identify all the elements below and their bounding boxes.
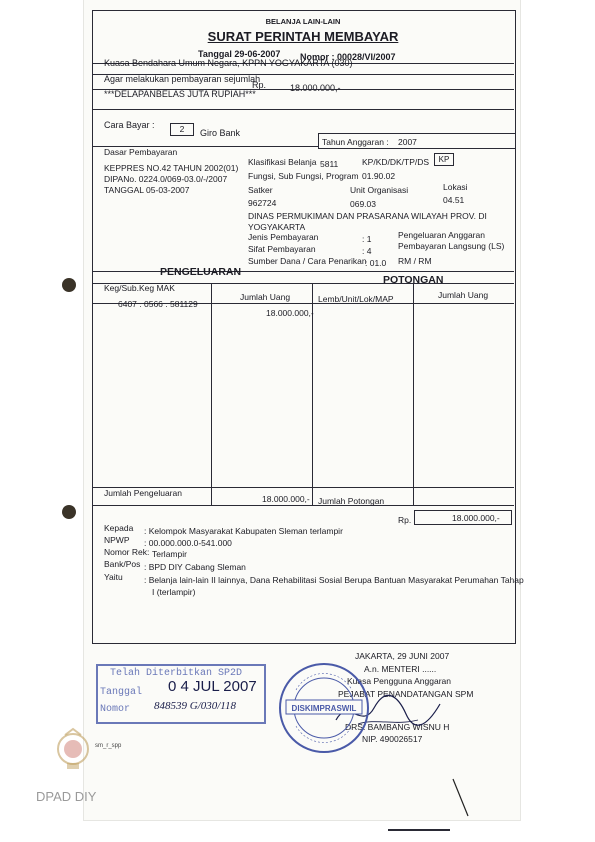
- sign-nip: NIP. 490026517: [362, 734, 423, 744]
- kepada-label: Kepada: [104, 523, 134, 533]
- header-date: Tanggal 29-06-2007: [198, 49, 281, 59]
- dpad-logo-icon: [53, 727, 93, 775]
- satker-label: Satker: [248, 185, 273, 195]
- col-jumlah: Jumlah Uang: [240, 292, 291, 302]
- dasar-line1: KEPPRES NO.42 TAHUN 2002(01): [104, 163, 239, 173]
- dinas-line2: YOGYAKARTA: [248, 222, 306, 232]
- sumber-text: RM / RM: [398, 256, 432, 266]
- tahun-anggaran-value: 2007: [398, 137, 417, 147]
- row-amount: 18.000.000,-: [266, 308, 314, 318]
- sifat-label: Sifat Pembayaran: [248, 244, 316, 254]
- unit-value: 069.03: [350, 199, 376, 209]
- intro-line1: Kuasa Bendahara Umum Negara, KPPN YOGYAKARTA (030): [104, 58, 353, 68]
- page-title: SURAT PERINTAH MEMBAYAR: [207, 29, 399, 44]
- binder-hole-top: [62, 278, 76, 292]
- binder-hole-bottom: [62, 505, 76, 519]
- dinas-line1: DINAS PERMUKIMAN DAN PRASARANA WILAYAH PROV. DI: [248, 211, 487, 221]
- total-pot-label: Jumlah Potongan: [318, 496, 385, 506]
- divider: [92, 271, 514, 272]
- sumber-code: : 01.0: [365, 258, 387, 268]
- satker-value: 962724: [248, 198, 277, 208]
- kp-label: KP/KD/DK/TP/DS: [362, 157, 430, 167]
- pengeluaran-title: PENGELUARAN: [160, 266, 242, 278]
- kp-value: KP: [434, 153, 454, 166]
- bottom-rule: [388, 829, 450, 831]
- sp2d-line1: Telah Diterbitkan SP2D: [110, 668, 243, 679]
- lokasi-value: 04.51: [443, 195, 465, 205]
- sp2d-nomor-value: 848539 G/030/118: [154, 700, 236, 712]
- cara-bayar-value: 2: [170, 123, 194, 136]
- npwp-value: : 00.000.000.0-541.000: [144, 538, 232, 548]
- yaitu-value2: I (terlampir): [152, 587, 196, 597]
- intro-words: ***DELAPANBELAS JUTA RUPIAH***: [104, 89, 256, 99]
- sifat-code: : 4: [362, 246, 372, 256]
- rek-label: Nomor Rek:: [104, 547, 150, 557]
- rek-value: Terlampir: [152, 549, 187, 559]
- jenis-code: : 1: [362, 234, 372, 244]
- sifat-text: Pembayaran Langsung (LS): [398, 241, 505, 251]
- svg-text:DISKIMPRASWIL: DISKIMPRASWIL: [291, 704, 357, 713]
- jenis-label: Jenis Pembayaran: [248, 232, 319, 242]
- intro-line2-label: Agar melakukan pembayaran sejumlah: [104, 74, 261, 84]
- sign-an: A.n. MENTERI ......: [364, 664, 437, 674]
- footer-code: sm_r_spp: [95, 743, 122, 749]
- official-seal-icon: [276, 660, 372, 756]
- intro-currency: Rp.: [252, 80, 267, 90]
- sign-place-date: JAKARTA, 29 JUNI 2007: [355, 651, 450, 661]
- header-category: BELANJA LAIN-LAIN: [265, 17, 341, 26]
- sp2d-tanggal-label: Tanggal: [100, 687, 143, 698]
- sign-kuasa: Kuasa Pengguna Anggaran: [347, 676, 451, 686]
- col-jumlah2: Jumlah Uang: [438, 290, 489, 300]
- rp-label: Rp.: [398, 515, 412, 525]
- header-number: Nomor : 00028/VI/2007: [300, 52, 396, 62]
- rp-value: 18.000.000,-: [452, 513, 500, 523]
- yaitu-value: : Belanja lain-lain II lainnya, Dana Rehabilitasi Sosial Berupa Bantuan Masyarakat Perumahan Tahap: [144, 575, 524, 585]
- bank-label: Bank/Pos: [104, 559, 141, 569]
- yaitu-label: Yaitu: [104, 572, 123, 582]
- cara-bayar-label: Cara Bayar :: [104, 120, 155, 130]
- bank-value: : BPD DIY Cabang Sleman: [144, 562, 246, 572]
- pen-mark: [450, 776, 474, 822]
- divider: [92, 505, 514, 506]
- sumber-label: Sumber Dana / Cara Penarikan: [248, 256, 367, 266]
- dasar-line3: TANGGAL 05-03-2007: [104, 185, 190, 195]
- sign-pejabat: PEJABAT PENANDATANGAN SPM: [338, 689, 474, 699]
- col-rule: [413, 283, 414, 505]
- sp2d-nomor-label: Nomor: [100, 704, 131, 715]
- intro-amount: 18.000.000,-: [290, 83, 341, 93]
- dasar-line2: DIPANo. 0224.0/069-03.0/-/2007: [104, 174, 228, 184]
- klasifikasi-label: Klasifikasi Belanja: [248, 157, 317, 167]
- klasifikasi-code: 5811: [320, 159, 339, 169]
- sp2d-tanggal-value: 0 4 JUL 2007: [168, 678, 257, 695]
- total-peng-value: 18.000.000,-: [262, 494, 310, 504]
- potongan-title: POTONGAN: [383, 274, 444, 286]
- npwp-label: NPWP: [104, 535, 130, 545]
- lokasi-label: Lokasi: [443, 182, 468, 192]
- col-lemb: Lemb/Unit/Lok/MAP: [318, 294, 394, 304]
- kepada-value: : Kelompok Masyarakat Kabupaten Sleman terlampir: [144, 526, 343, 536]
- col-keg: Keg/Sub.Keg MAK: [104, 283, 175, 293]
- divider: [92, 109, 514, 110]
- fungsi-value: 01.90.02: [362, 171, 396, 181]
- tahun-anggaran-label: Tahun Anggaran :: [322, 137, 389, 147]
- watermark-text: DPAD DIY: [36, 789, 97, 804]
- sign-name: DRS. BAMBANG WISNU H: [345, 722, 450, 732]
- dasar-label: Dasar Pembayaran: [104, 147, 178, 157]
- unit-label: Unit Organisasi: [350, 185, 409, 195]
- total-peng-label: Jumlah Pengeluaran: [104, 488, 182, 498]
- jenis-text: Pengeluaran Anggaran: [398, 230, 485, 240]
- fungsi-label: Fungsi, Sub Fungsi, Program: [248, 171, 359, 181]
- cara-bayar-text: Giro Bank: [200, 128, 241, 138]
- col-rule: [211, 283, 212, 505]
- row-code: 6407 . 0566 . 581129: [118, 299, 198, 309]
